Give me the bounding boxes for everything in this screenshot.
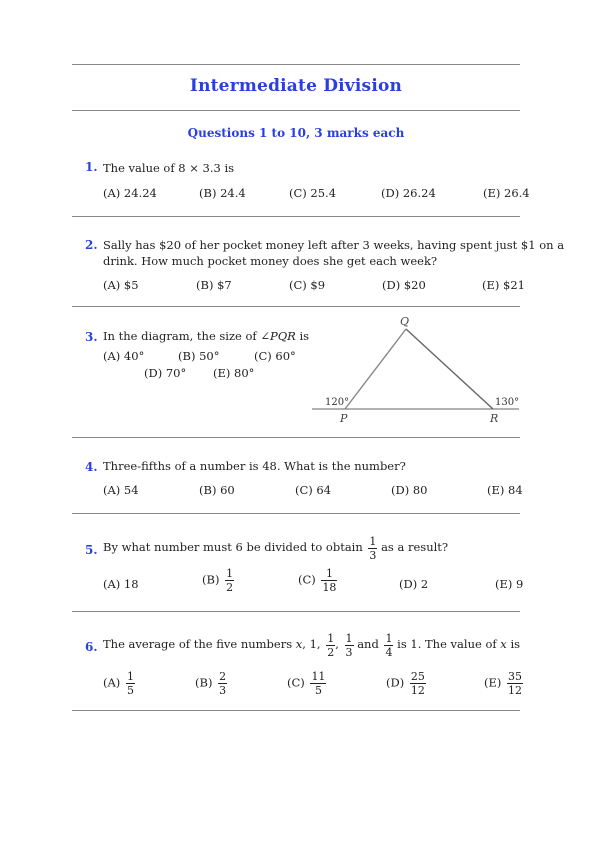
q6-text: The average of the five numbers x, 1, $\frac{1}{2}$ , $\frac{1}{3}$ and $\frac{1}{4}$ is 1. The value of x is: [103, 631, 521, 659]
q1-option-a: (A) 24.24: [103, 186, 157, 200]
q5-text: By what number must 6 be divided to obtain $\frac{1}{3}$ as a result?: [103, 534, 449, 562]
q5-option-d: (D) 2: [399, 577, 429, 591]
q2-option-d: (D) $20: [382, 278, 426, 292]
angle-p-label: 120°: [325, 397, 350, 408]
q2-option-b: (B) $7: [196, 278, 232, 292]
q2-text-line1: Sally has $20 of her pocket money left after 3 weeks, having spent just $1 on a: [103, 238, 565, 252]
triangle-diagram: [310, 312, 520, 427]
side-pq: [345, 329, 406, 409]
q1-option-e: (E) 26.4: [483, 186, 530, 200]
title-rule: [72, 110, 520, 111]
q4-text: Three-fifths of a number is 48. What is the number?: [103, 459, 406, 473]
q1-option-b: (B) 24.4: [199, 186, 246, 200]
q4-option-b: (B) 60: [199, 483, 235, 497]
q4-option-c: (C) 64: [295, 483, 332, 497]
q5-option-a: (A) 18: [103, 577, 139, 591]
q5-number: 5.: [85, 543, 98, 557]
q3-option-a: (A) 40°: [103, 349, 145, 363]
q1-number: 1.: [85, 160, 98, 174]
q3-number: 3.: [85, 330, 98, 344]
q3-separator: [72, 437, 520, 438]
q6-option-e: (E) $\frac{35}{12}$: [484, 670, 523, 697]
q1-text: The value of 8 × 3.3 is: [103, 161, 235, 175]
q4-option-a: (A) 54: [103, 483, 139, 497]
page-title: Intermediate Division: [189, 76, 403, 96]
q1-separator: [72, 216, 520, 217]
q3-option-d: (D) 70°: [144, 366, 187, 380]
q3-option-e: (E) 80°: [213, 366, 255, 380]
q1-option-c: (C) 25.4: [289, 186, 337, 200]
q4-separator: [72, 513, 520, 514]
q3-text: In the diagram, the size of ∠PQR is: [103, 329, 310, 343]
q4-option-d: (D) 80: [391, 483, 428, 497]
label-r: R: [490, 412, 499, 425]
q2-text-line2: drink. How much pocket money does she get each week?: [103, 254, 438, 268]
q2-number: 2.: [85, 238, 98, 252]
q5-separator: [72, 611, 520, 612]
q1-option-d: (D) 26.24: [381, 186, 436, 200]
angle-r-label: 130°: [495, 397, 520, 408]
q5-fraction: $\frac{1}{3}$: [369, 534, 377, 562]
q4-option-e: (E) 84: [487, 483, 523, 497]
side-qr: [406, 329, 493, 409]
q2-separator: [72, 306, 520, 307]
q6-option-c: (C) $\frac{11}{5}$: [287, 670, 326, 697]
label-q: Q: [400, 315, 410, 328]
label-p: P: [340, 412, 348, 425]
q3-option-b: (B) 50°: [178, 349, 220, 363]
q4-number: 4.: [85, 460, 98, 474]
q5-option-b: (B) $\frac{1}{2}$: [202, 567, 234, 594]
q6-option-b: (B) $\frac{2}{3}$: [195, 670, 227, 697]
q6-option-d: (D) $\frac{25}{12}$: [386, 670, 425, 697]
q2-option-c: (C) $9: [289, 278, 326, 292]
q5-option-e: (E) 9: [495, 577, 524, 591]
q6-number: 6.: [85, 640, 98, 654]
q2-option-e: (E) $21: [482, 278, 525, 292]
section-subtitle: Questions 1 to 10, 3 marks each: [187, 126, 405, 140]
q6-separator: [72, 710, 520, 711]
q3-option-c: (C) 60°: [254, 349, 296, 363]
top-rule: [72, 64, 520, 65]
q2-option-a: (A) $5: [103, 278, 139, 292]
q5-option-c: (C) $\frac{1}{18}$: [298, 567, 337, 594]
q6-option-a: (A) $\frac{1}{5}$: [103, 670, 134, 697]
